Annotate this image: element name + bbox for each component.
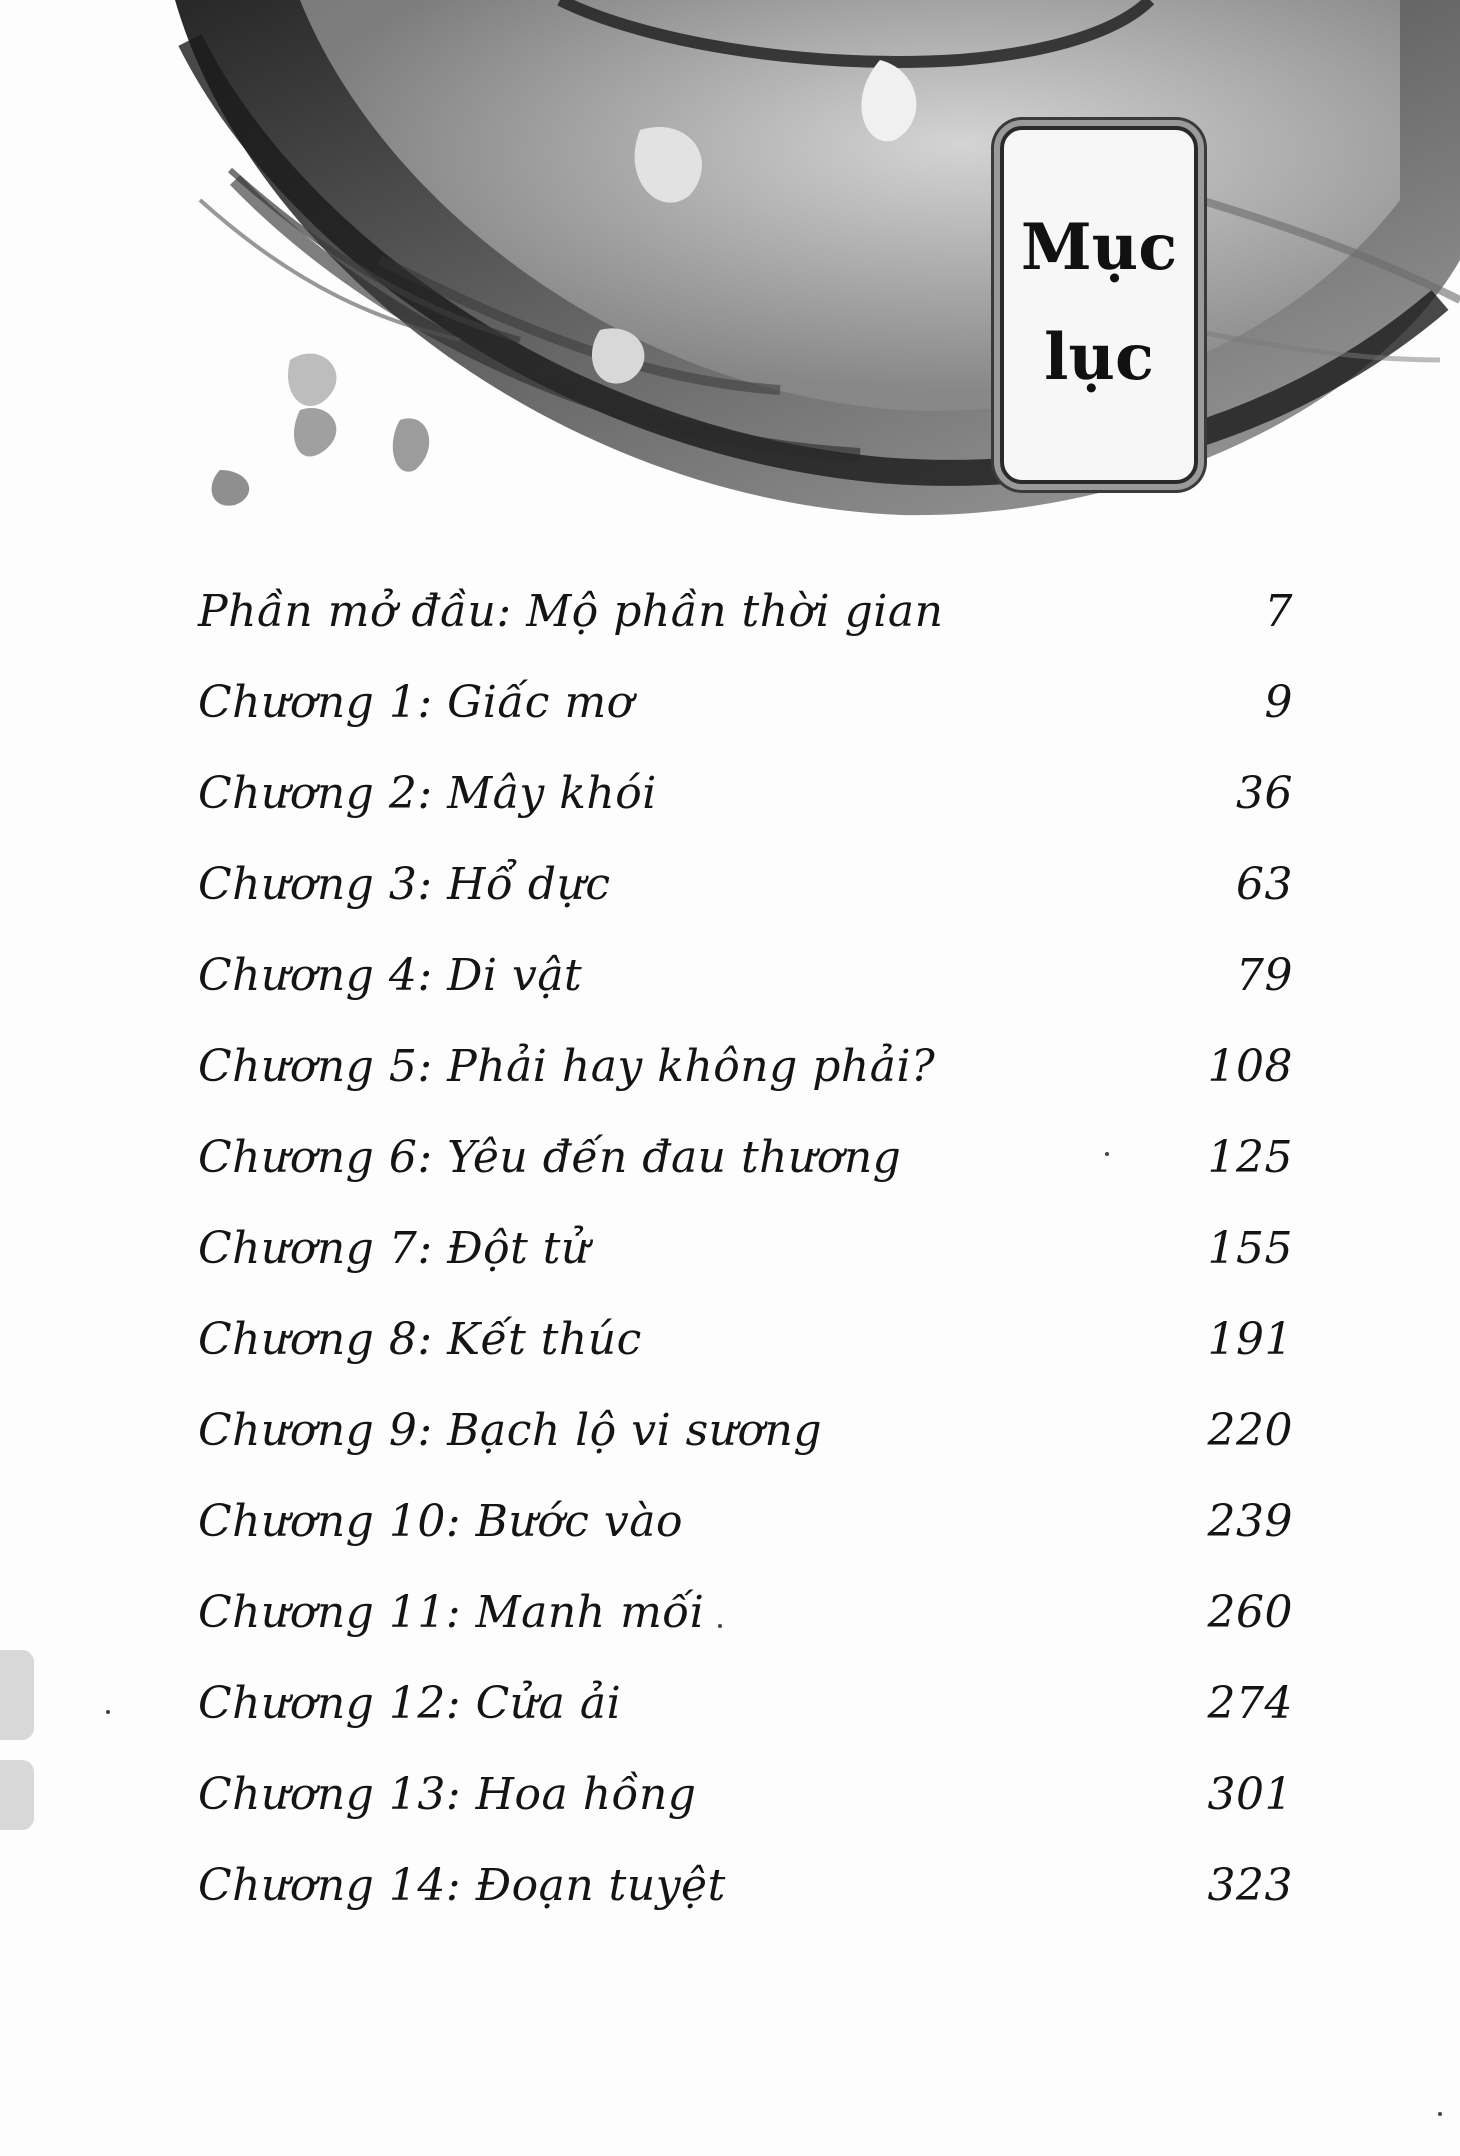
scan-speck <box>1105 1152 1109 1156</box>
toc-entry-page: 155 <box>1207 1223 1293 1274</box>
toc-entry-title: Chương 2: Mây khói <box>198 768 657 819</box>
toc-entry-title: Chương 10: Bước vào <box>198 1496 683 1547</box>
toc-entry-page: 7 <box>1264 586 1293 637</box>
page-title-line-2: lục <box>1044 320 1154 395</box>
toc-entry <box>198 1573 1293 1664</box>
toc-entry <box>198 1027 1293 1118</box>
toc-entry <box>198 754 1293 845</box>
toc-entry-title: Chương 5: Phải hay không phải? <box>198 1041 936 1092</box>
toc-entry-title: Chương 4: Di vật <box>198 950 583 1001</box>
toc-entry-page: 301 <box>1207 1769 1293 1820</box>
toc-entry-page: 239 <box>1207 1496 1293 1547</box>
scan-edge-smudge <box>0 1760 34 1830</box>
toc-entry <box>198 1209 1293 1300</box>
toc-entry <box>198 1300 1293 1391</box>
toc-entry <box>198 1846 1293 1937</box>
scan-speck <box>106 1710 110 1714</box>
toc-entry-title: Chương 14: Đoạn tuyệt <box>198 1860 726 1911</box>
toc-entry-page: 79 <box>1236 950 1293 1001</box>
toc-entry-page: 260 <box>1207 1587 1293 1638</box>
toc-entry-title: Chương 11: Manh mối <box>198 1587 705 1638</box>
ink-wash-illustration <box>0 0 1460 560</box>
page-title-line-1: Mục <box>1020 210 1178 285</box>
table-of-contents <box>198 572 1293 1937</box>
toc-entry <box>198 1755 1293 1846</box>
toc-entry <box>198 1664 1293 1755</box>
scan-speck <box>1438 2112 1442 2116</box>
toc-entry <box>198 845 1293 936</box>
toc-entry <box>198 572 1293 663</box>
scan-speck <box>718 1624 722 1628</box>
toc-entry <box>198 1391 1293 1482</box>
toc-entry-page: 274 <box>1207 1678 1293 1729</box>
toc-entry-title: Chương 8: Kết thúc <box>198 1314 642 1365</box>
toc-entry-title: Phần mở đầu: Mộ phần thời gian <box>198 586 944 637</box>
toc-entry-page: 191 <box>1207 1314 1293 1365</box>
toc-entry-title: Chương 12: Cửa ải <box>198 1678 622 1729</box>
scan-edge-smudge <box>0 1650 34 1740</box>
toc-entry-title: Chương 6: Yêu đến đau thương <box>198 1132 902 1183</box>
toc-entry-page: 63 <box>1236 859 1293 910</box>
toc-entry-title: Chương 13: Hoa hồng <box>198 1769 697 1820</box>
toc-entry-title: Chương 9: Bạch lộ vi sương <box>198 1405 823 1456</box>
toc-entry-title: Chương 3: Hổ dực <box>198 859 611 910</box>
toc-entry-page: 36 <box>1236 768 1293 819</box>
toc-entry-page: 108 <box>1207 1041 1293 1092</box>
toc-entry <box>198 1482 1293 1573</box>
toc-entry-title: Chương 7: Đột tử <box>198 1223 590 1274</box>
title-plaque <box>1000 126 1198 484</box>
toc-entry <box>198 1118 1293 1209</box>
toc-entry-page: 323 <box>1207 1860 1293 1911</box>
toc-entry-page: 125 <box>1207 1132 1293 1183</box>
toc-entry-title: Chương 1: Giấc mơ <box>198 677 634 728</box>
toc-entry <box>198 936 1293 1027</box>
toc-entry <box>198 663 1293 754</box>
toc-entry-page: 220 <box>1207 1405 1293 1456</box>
toc-entry-page: 9 <box>1264 677 1293 728</box>
